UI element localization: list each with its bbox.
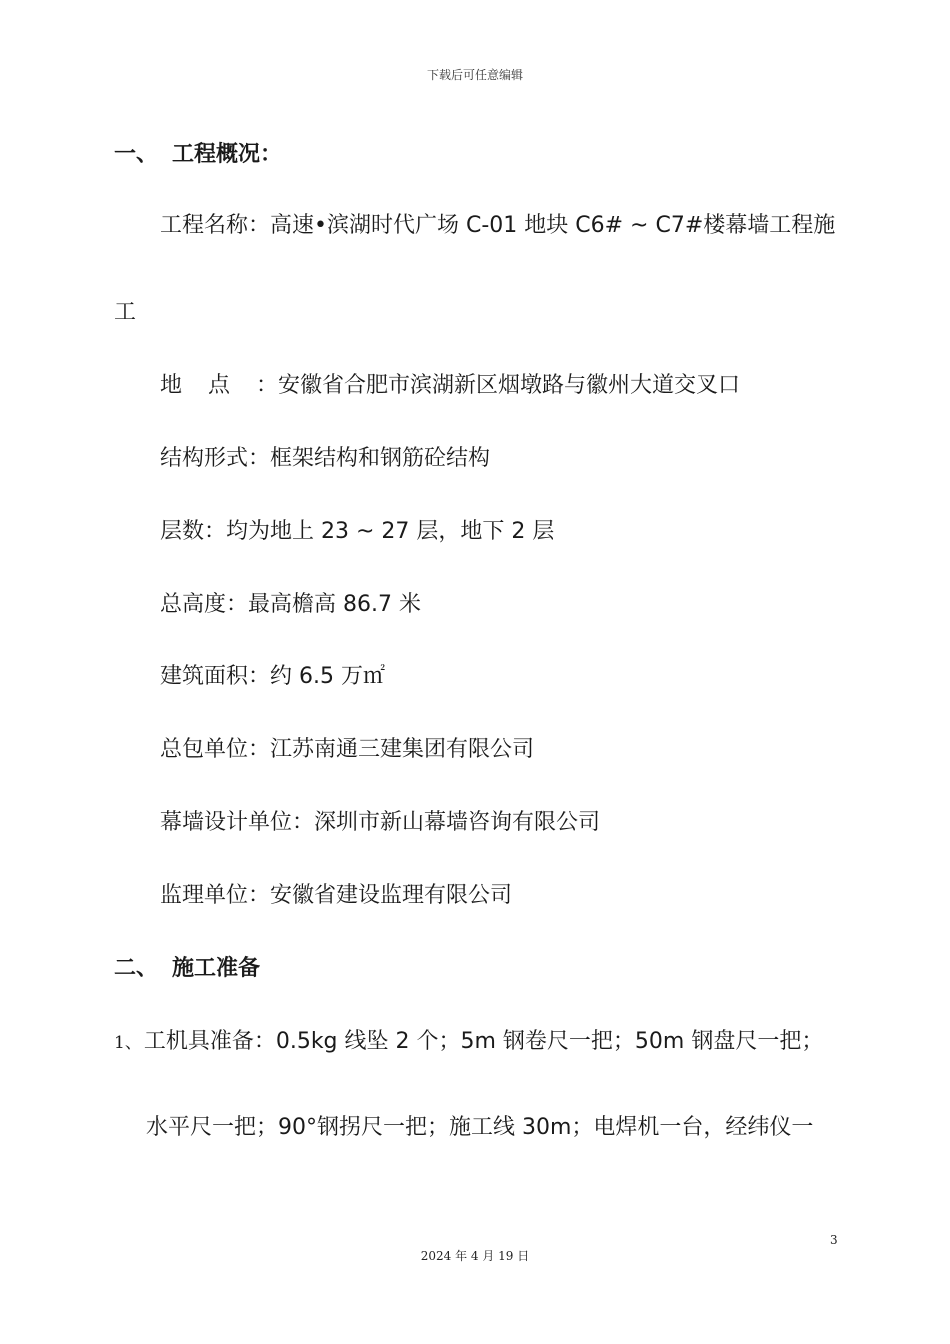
project-area: 建筑面积：约 6.5 万㎡ — [160, 664, 385, 689]
list-number: 1、 — [114, 1033, 142, 1053]
page-header-note: 下载后可任意编辑 — [426, 68, 523, 82]
tools-text-line1: 工机具准备：0.5kg 线坠 2 个；5m 钢卷尺一把；50m 钢盘尺一把； — [143, 1029, 824, 1054]
section-number: 一、 — [114, 142, 159, 167]
project-contractor: 总包单位：江苏南通三建集团有限公司 — [160, 737, 535, 762]
project-structure: 结构形式：框架结构和钢筋砼结构 — [160, 446, 491, 471]
project-name-line2: 工 — [114, 300, 137, 325]
tools-item-line2: 水平尺一把；90°钢拐尺一把；施工线 30m；电焊机一台，经纬仪一 — [146, 1115, 814, 1140]
tools-item-line1 — [114, 1027, 823, 1058]
project-location — [160, 371, 740, 401]
project-supervisor: 监理单位：安徽省建设监理有限公司 — [160, 883, 513, 908]
location-label: 地点 — [160, 373, 257, 398]
section-number: 二、 — [114, 956, 159, 981]
section-heading-overview — [114, 140, 282, 170]
project-floors: 层数：均为地上 23 ~ 27 层，地下 2 层 — [160, 519, 555, 544]
project-designer: 幕墙设计单位：深圳市新山幕墙咨询有限公司 — [160, 810, 601, 835]
section-title: 工程概况： — [172, 142, 283, 167]
project-name-line1: 工程名称：高速•滨湖时代广场 C-01 地块 C6# ~ C7#楼幕墙工程施 — [160, 213, 836, 238]
section-title: 施工准备 — [172, 956, 261, 981]
location-value: ：安徽省合肥市滨湖新区烟墩路与徽州大道交叉口 — [256, 373, 741, 398]
section-heading-preparation — [114, 954, 260, 984]
page-number: 3 — [830, 1233, 838, 1247]
project-height: 总高度：最高檐高 86.7 米 — [160, 592, 421, 617]
footer-date: 2024 年 4 月 19 日 — [420, 1249, 530, 1263]
